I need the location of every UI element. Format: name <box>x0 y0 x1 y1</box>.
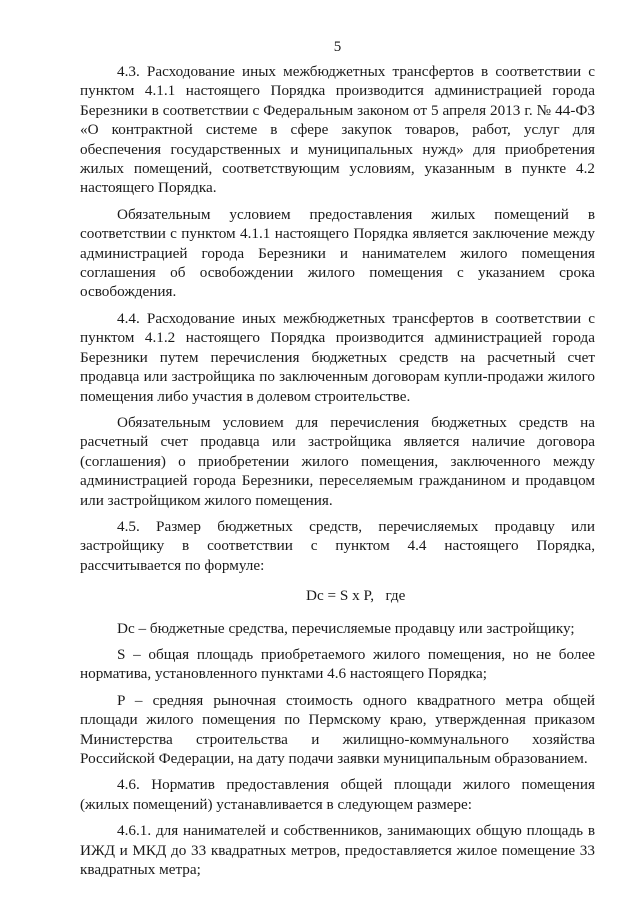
paragraph-4-5: 4.5. Размер бюджетных средств, перечисляемых продавцу или застройщику в соответствии с пунктом 4.4 настоящего Порядка, рассчитывается по формуле: <box>80 517 595 574</box>
paragraph-4-3-condition: Обязательным условием предоставления жилых помещений в соответствии с пунктом 4.1.1 настоящего Порядка является заключение между администрацией города Березники и нанимателем жилого помещения соглашения об освобождении жилого помещения с указанием срока освобождения. <box>80 205 595 301</box>
document-page <box>80 38 595 886</box>
formula: Dc = S x P, где <box>306 587 406 605</box>
paragraph-4-4: 4.4. Расходование иных межбюджетных трансфертов в соответствии с пунктом 4.1.2 настоящего Порядка производится администрацией города Березники путем перечисления бюджетных средств на расчетный счет продавца или застройщика по заключенным договорам купли-продажи жилого помещения либо участия в долевом строительстве. <box>80 309 595 405</box>
paragraph-4-3: 4.3. Расходование иных межбюджетных трансфертов в соответствии с пунктом 4.1.1 настоящего Порядка производится администрацией города Березники в соответствии с Федеральным законом от 5 апреля 2013 г. № 44-ФЗ «О контрактной системе в сфере закупок товаров, работ, услуг для обеспечения государственных и муниципальных нужд» для приобретения жилых помещений, соответствующим условиям, указанным в пункте 4.2 настоящего Порядка. <box>80 63 595 197</box>
paragraph-4-6: 4.6. Норматив предоставления общей площади жилого помещения (жилых помещений) устанавливается в следующем размере: <box>80 776 595 813</box>
definition-dc: Dc – бюджетные средства, перечисляемые продавцу или застройщику; <box>117 619 575 637</box>
definition-p: P – средняя рыночная стоимость одного квадратного метра общей площади жилого помещения по Пермскому краю, утвержденная приказом Министерства строительства и жилищно-коммунального хозяйства Российской Федерации, на дату подачи заявки муниципальным образованием. <box>80 691 595 767</box>
paragraph-4-6-1: 4.6.1. для нанимателей и собственников, занимающих общую площадь в ИЖД и МКД до 33 квадратных метров, предоставляется жилое помещение 33 квадратных метра; <box>80 822 595 879</box>
definition-s: S – общая площадь приобретаемого жилого помещения, но не более норматива, установленного пунктами 4.6 настоящего Порядка; <box>80 645 595 683</box>
page-number: 5 <box>333 39 342 55</box>
paragraph-4-4-condition: Обязательным условием для перечисления бюджетных средств на расчетный счет продавца или застройщика является наличие договора (соглашения) о приобретении жилого помещения, заключенного между администрацией города Березники, переселяемым гражданином и продавцом или застройщиком жилого помещения. <box>80 413 595 509</box>
